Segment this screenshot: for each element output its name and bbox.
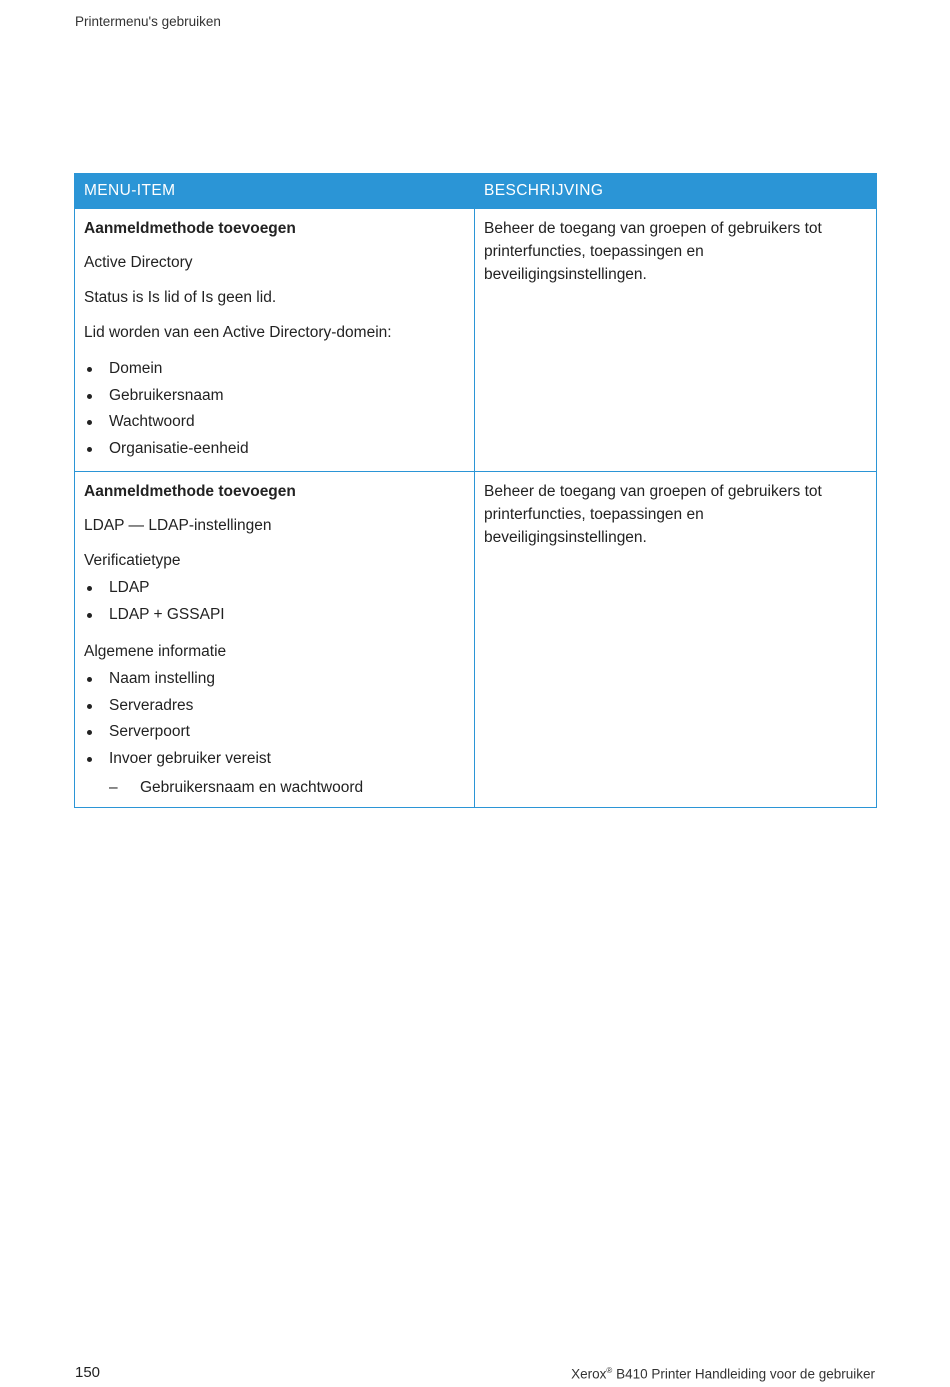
registered-mark: ® — [606, 1366, 613, 1375]
menu-item-line: Lid worden van een Active Directory-domein: — [84, 324, 392, 341]
table-header-row — [75, 174, 877, 209]
running-header: Printermenu's gebruiken — [75, 14, 221, 29]
footer-doc-title — [571, 1366, 875, 1382]
description-text: Beheer de toegang van groepen of gebruikers tot printerfuncties, toepassingen en beveiligingsinstellingen. — [484, 220, 822, 283]
bullet-list — [84, 666, 465, 772]
table-row — [75, 472, 877, 808]
menu-item-title: Aanmeldmethode toevoegen — [84, 220, 296, 237]
bullet-item: LDAP + GSSAPI — [84, 602, 465, 629]
description-cell — [475, 209, 877, 472]
table-row — [75, 209, 877, 472]
menu-item-line: Active Directory — [84, 254, 193, 271]
menu-item-cell — [75, 209, 475, 472]
menu-item-subtitle: LDAP — LDAP-instellingen — [84, 517, 272, 534]
bullet-item: Serverpoort — [84, 719, 465, 746]
bullet-item: Invoer gebruiker vereist — [84, 746, 465, 773]
description-text: Beheer de toegang van groepen of gebruikers tot printerfuncties, toepassingen en beveiligingsinstellingen. — [484, 483, 822, 546]
group-label: Verificatietype — [84, 552, 181, 569]
column-header-menu-item: MENU-ITEM — [75, 174, 475, 209]
doc-title: B410 Printer Handleiding voor de gebruiker — [612, 1366, 875, 1382]
page-number: 150 — [75, 1364, 101, 1381]
dash-sub-item: – Gebruikersnaam en wachtwoord — [84, 775, 465, 801]
column-header-description: BESCHRIJVING — [475, 174, 877, 209]
group-label: Algemene informatie — [84, 643, 227, 660]
bullet-item: LDAP — [84, 575, 465, 602]
menu-table — [74, 173, 877, 808]
bullet-item: Wachtwoord — [84, 409, 465, 436]
menu-item-cell — [75, 472, 475, 808]
bullet-item: Domein — [84, 356, 465, 383]
bullet-list — [84, 575, 465, 628]
menu-item-title: Aanmeldmethode toevoegen — [84, 483, 296, 500]
bullet-item: Organisatie-eenheid — [84, 436, 465, 463]
bullet-item: Naam instelling — [84, 666, 465, 693]
description-cell — [475, 472, 877, 808]
bullet-list — [84, 356, 465, 462]
bullet-item: Gebruikersnaam — [84, 383, 465, 410]
menu-item-line: Status is Is lid of Is geen lid. — [84, 289, 277, 306]
bullet-item: Serveradres — [84, 693, 465, 720]
brand-name: Xerox — [571, 1366, 607, 1382]
